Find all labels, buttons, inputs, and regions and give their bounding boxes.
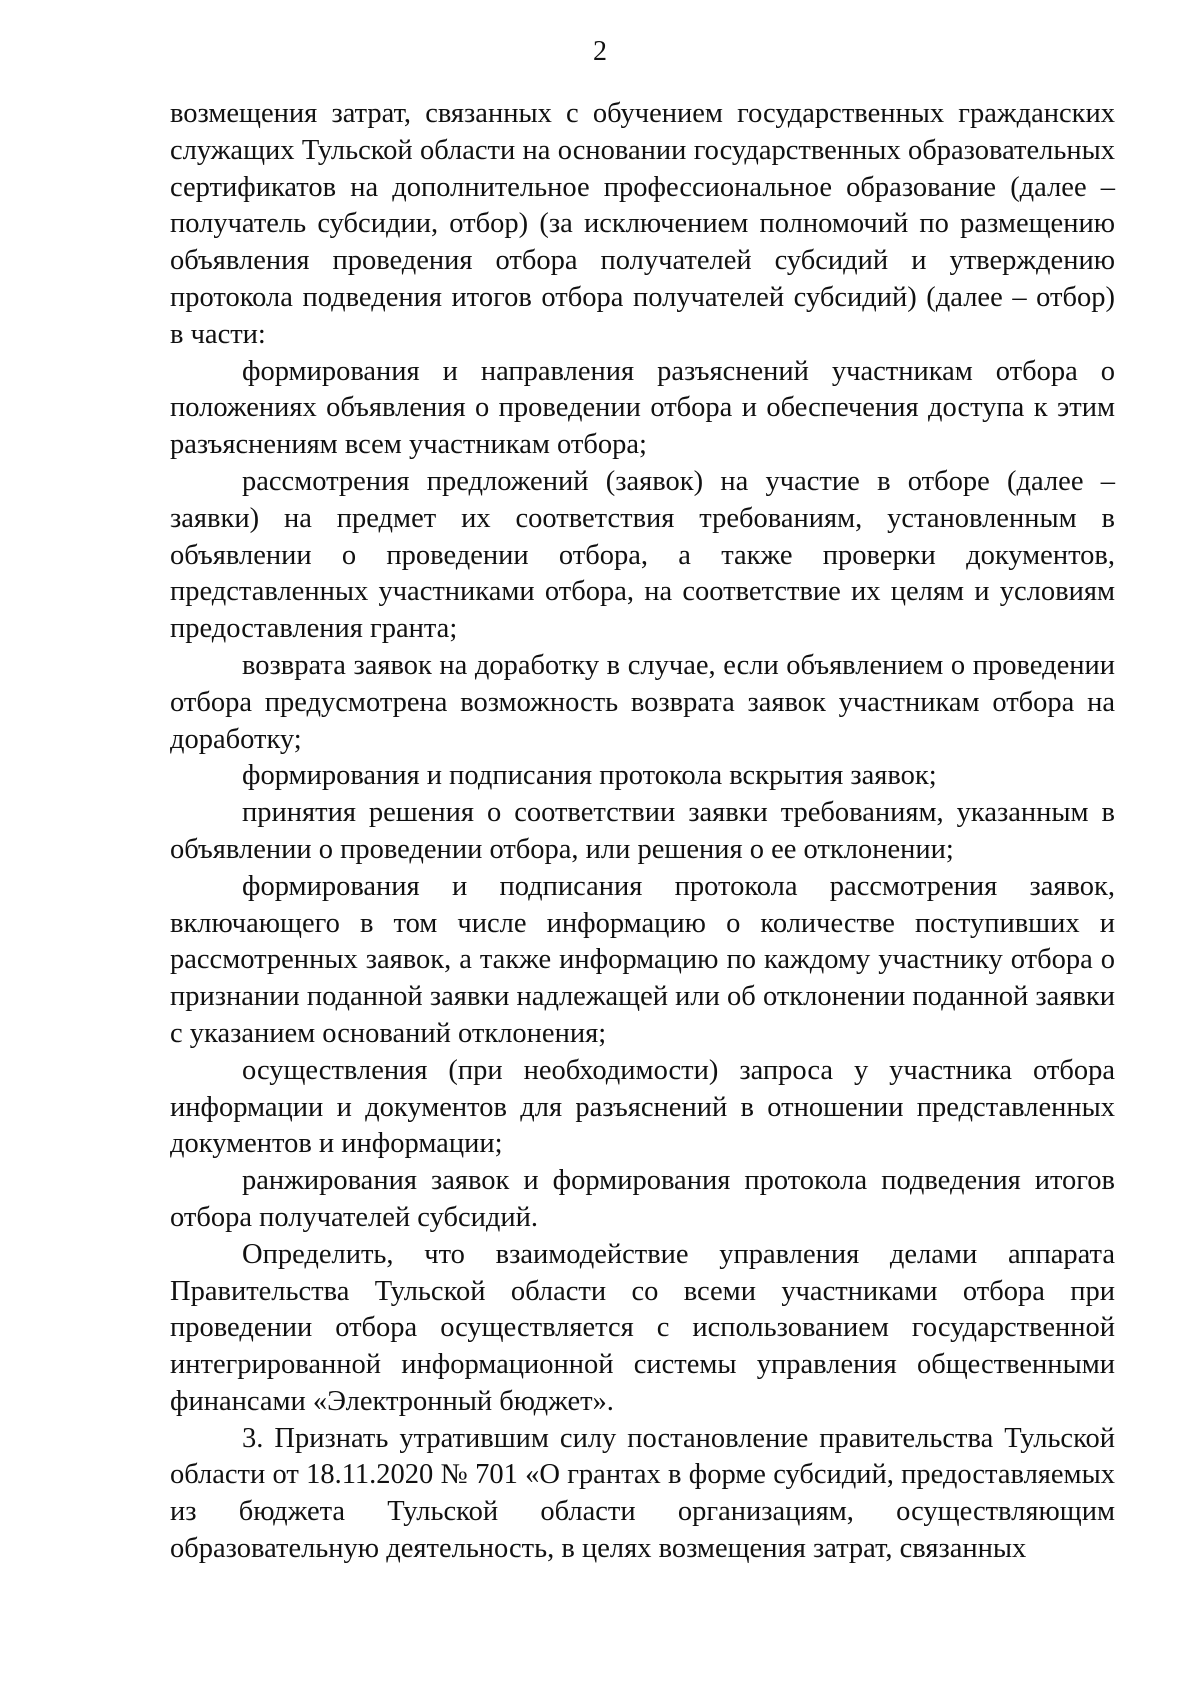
paragraph-ranking: ранжирования заявок и формирования протокола подведения итогов отбора получателей субсидий. (170, 1165, 1115, 1233)
paragraph-return-applications: возврата заявок на доработку в случае, если объявлением о проведении отбора предусмотрена возможность возврата заявок участникам отбора на доработку; (170, 649, 1115, 755)
paragraph-interaction: Определить, что взаимодействие управления делами аппарата Правительства Тульской области со всеми участниками отбора при проведении отбора осуществляется с использованием государственной интегрированной информационной системы управления общественными финансами «Электронный бюджет». (170, 1238, 1115, 1417)
paragraph-compliance-decision: принятия решения о соответствии заявки требованиям, указанным в объявлении о проведении отбора, или решения о ее отклонении; (170, 797, 1115, 865)
page-number: 2 (593, 36, 607, 67)
paragraph-item-3: 3. Признать утратившим силу постановление правительства Тульской области от 18.11.2020 № 701 «О грантах в форме субсидий, предоставляемых из бюджета Тульской области организациям, осуществляющим образовательную деятельность, в целях возмещения затрат, связанных (170, 1422, 1115, 1565)
paragraph-review-protocol: формирования и подписания протокола рассмотрения заявок, включающего в том числе информацию о количестве поступивших и рассмотренных заявок, а также информацию по каждому участнику отбора о признании поданной заявки надлежащей или об отклонении поданной заявки с указанием оснований отклонения; (170, 870, 1115, 1049)
paragraph-information-request: осуществления (при необходимости) запроса у участника отбора информации и документов для разъяснений в отношении представленных документов и информации; (170, 1054, 1115, 1160)
paragraph-review-proposals: рассмотрения предложений (заявок) на участие в отборе (далее – заявки) на предмет их соответствия требованиям, установленным в объявлении о проведении отбора, а также проверки документов, представленных участниками отбора, на соответствие их целям и условиям предоставления гранта; (170, 465, 1115, 645)
document-body (170, 96, 1115, 1568)
paragraph-opening-protocol: формирования и подписания протокола вскрытия заявок; (242, 760, 937, 792)
paragraph-clarifications: формирования и направления разъяснений участникам отбора о положениях объявления о проведении отбора и обеспечения доступа к этим разъяснениям всем участникам отбора; (170, 355, 1115, 461)
paragraph-continuation: возмещения затрат, связанных с обучением государственных гражданских служащих Тульской области на основании государственных образовательных сертификатов на дополнительное профессиональное образование (далее – получатель субсидии, отбор) (за исключением полномочий по размещению объявления проведения отбора получателей субсидий и утверждению протокола подведения итогов отбора получателей субсидий) (далее – отбор) в части: (170, 98, 1115, 350)
